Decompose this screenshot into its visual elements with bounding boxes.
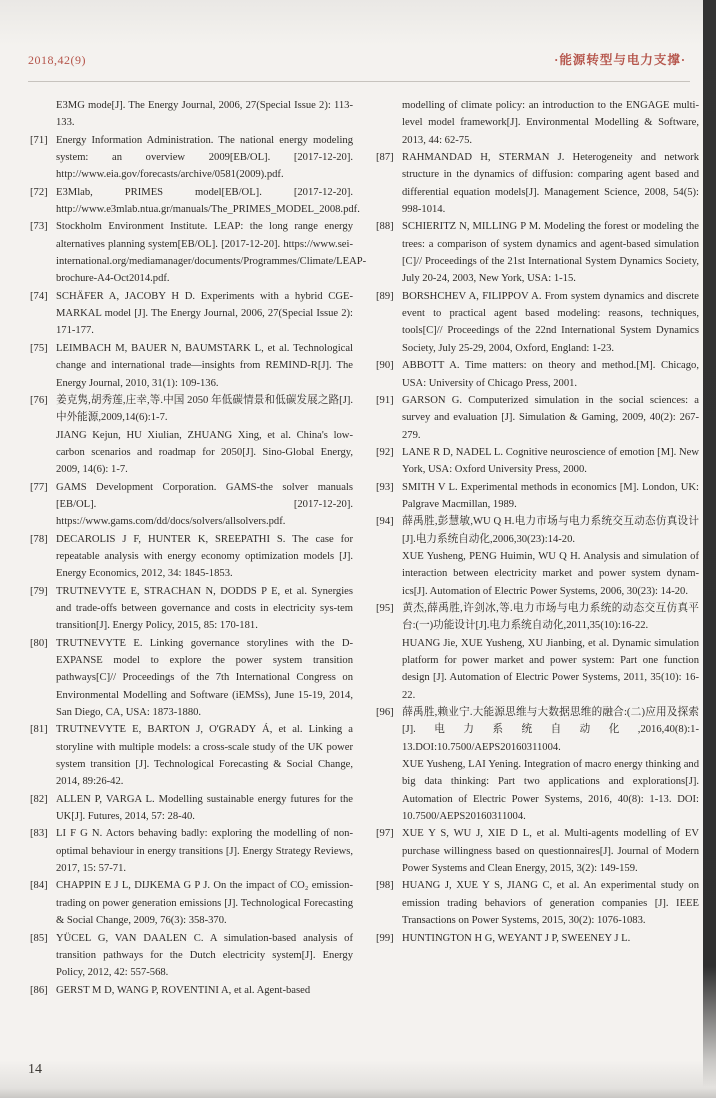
references-section [30,97,700,1057]
reference-translation: JIANG Kejun, HU Xiulian, ZHUANG Xing, et al. China's low-carbon scenarios and roadmap for 2050[J]. Sino-Global Energy, 2009, 14(6): 1-7. [56,429,353,476]
reference-entry: [79] TRUTNEVYTE E, STRACHAN N, DODDS P E, et al. Synergies and trade-offs between governance and costs in electricity sys-tem transition[J]. Energy Policy, 2015, 85: 170-181. [30,583,353,635]
reference-continuation: E3MG mode[J]. The Energy Journal, 2006, 27(Special Issue 2): 113-133. [56,100,353,129]
reference-entry: [85] YÜCEL G, VAN DAALEN C. A simulation-based analysis of transition pathways for the Dutch electricity system[J]. Energy Policy, 2012, 42: 557-568. [30,930,353,982]
reference-entry: [99] HUNTINGTON H G, WEYANT J P, SWEENEY J L. [376,930,699,947]
reference-number: [87] [376,152,394,164]
reference-entry: [72] E3Mlab, PRIMES model[EB/OL]. [2017-12-20]. http://www.e3mlab.ntua.gr/manuals/The_PRIMES_MODEL_2008.pdf. [30,184,353,219]
reference-entry: [97] XUE Y S, WU J, XIE D L, et al. Multi-agents modelling of EV purchase willingness based on questionnaires[J]. Journal of Modern Power Systems and Clean Energy, 2015, 3(2): 149-159. [376,825,699,877]
reference-number: [99] [376,932,394,944]
reference-entry: [73] Stockholm Environment Institute. LEAP: the long range energy alternatives planning system[EB/OL]. [2017-12-20]. https://www.sei-international.org/mediamanager/documents/Programmes/Climate/LEAP-brochure-A4-Oct2014.pdf. [30,218,353,287]
reference-number: [97] [376,828,394,840]
references-column-right [376,97,699,1057]
reference-entry: [78] DECAROLIS J F, HUNTER K, SREEPATHI S. The case for repeatable analysis with energy economy optimization models [J]. Energy Economics, 2012, 34: 1845-1853. [30,531,353,583]
reference-number: [82] [30,793,48,805]
reference-entry: [86] GERST M D, WANG P, ROVENTINI A, et al. Agent-based [30,982,353,999]
reference-entry: [84] CHAPPIN E J L, DIJKEMA G P J. On the impact of CO₂ emission-trading on power generation emissions [J]. Technological Forecasting & Social Change, 2009, 76(3): 358-370. [30,877,353,929]
reference-entry: [92] LANE R D, NADEL L. Cognitive neuroscience of emotion [M]. New York, USA: Oxford University Press, 2000. [376,444,699,479]
reference-number: [74] [30,290,48,302]
reference-number: [89] [376,290,394,302]
reference-entry: [93] SMITH V L. Experimental methods in economics [M]. London, UK: Palgrave Macmillan, 1989. [376,479,699,514]
reference-entry: [98] HUANG J, XUE Y S, JIANG C, et al. An experimental study on emission trading behaviors of generation companies [J]. IEEE Transactions on Power Systems, 2015, 30(2): 1076-1083. [376,877,699,929]
reference-entry: [95] 黄杰,薛禹胜,许剑冰,等.电力市场与电力系统的动态交互仿真平台:(一)功能设计[J].电力系统自动化,2011,35(10):16-22. [376,600,699,635]
reference-number: [95] [376,602,394,614]
reference-number: [84] [30,880,48,892]
reference-number: [73] [30,221,48,233]
reference-continuation: modelling of climate policy: an introduction to the ENGAGE multi-level model framework[J]. Environmental Modelling & Software, 2013, 44: 62-75. [402,100,699,146]
reference-entry: [74] SCHÄFER A, JACOBY H D. Experiments with a hybrid CGE-MARKAL model [J]. The Energy Journal, 2006, 27(Special Issue 2): 171-177. [30,288,353,340]
reference-entry: [75] LEIMBACH M, BAUER N, BAUMSTARK L, et al. Technological change and international trade—insights from REMIND-R[J]. The Energy Journal, 2010, 31(1): 109-136. [30,340,353,392]
reference-number: [85] [30,932,48,944]
reference-number: [88] [376,221,394,233]
section-title: ·能源转型与电力支撑· [554,53,686,67]
reference-entry: [96] 薛禹胜,赖业宁.大能源思维与大数据思维的融合:(二)应用及探索[J].电力系统自动化,2016,40(8):1-13.DOI:10.7500/AEPS20160311004. [376,704,699,756]
scan-edge-shadow [703,0,716,1098]
reference-translation: XUE Yusheng, PENG Huimin, WU Q H. Analysis and simulation of interaction between electricity market and power system dynam-ics[J]. Automation of Electric Power Systems, 2006, 30(23): 14-20. [402,550,699,597]
reference-entry: [88] SCHIERITZ N, MILLING P M. Modeling the forest or modeling the trees: a comparison of system dynamics and agent-based simulation [C]// Proceedings of the 21st International System Dynamics Society, July 20-24, 2003, New York, USA: 1-15. [376,218,699,287]
reference-number: [93] [376,481,394,493]
journal-issue: 2018,42(9) [28,53,86,67]
reference-number: [79] [30,585,48,597]
reference-entry: [83] LI F G N. Actors behaving badly: exploring the modelling of non-optimal behaviour in energy transitions [J]. Energy Strategy Reviews, 2017, 15: 57-71. [30,825,353,877]
reference-entry: [82] ALLEN P, VARGA L. Modelling sustainable energy futures for the UK[J]. Futures, 2014, 57: 28-40. [30,791,353,826]
page-header [28,50,686,68]
reference-entry: [87] RAHMANDAD H, STERMAN J. Heterogeneity and network structure in the dynamics of diffusion: comparing agent based and differential equation models[J]. Management Science, 2008, 54(5): 998-1014. [376,149,699,218]
reference-entry: [81] TRUTNEVYTE E, BARTON J, O'GRADY Á, et al. Linking a storyline with multiple models: a cross-scale study of the UK power system transition [J]. Technological Forecasting & Social Change, 2014, 89:26-42. [30,721,353,790]
reference-number: [91] [376,394,394,406]
header-rule [28,81,690,82]
reference-number: [76] [30,394,48,406]
reference-entry: [77] GAMS Development Corporation. GAMS-the solver manuals [EB/OL]. [2017-12-20]. https://www.gams.com/dd/docs/solvers/allsolvers.pdf. [30,479,353,531]
reference-entry: [71] Energy Information Administration. The national energy modeling system: an overview 2009[EB/OL]. [2017-12-20]. http://www.eia.gov/forecasts/archive/0581(2009).pdf. [30,132,353,184]
reference-number: [98] [376,880,394,892]
reference-number: [80] [30,637,48,649]
page-number: 14 [28,1062,42,1077]
reference-number: [90] [376,360,394,372]
reference-number: [77] [30,481,48,493]
reference-translation: XUE Yusheng, LAI Yening. Integration of macro energy thinking and big data thinking: Part two applications and explorations[J]. Automation of Electric Power Systems, 2016, 40(8): 1-13. DOI: 10.7500/AEPS20160311004. [402,759,699,823]
reference-translation: HUANG Jie, XUE Yusheng, XU Jianbing, et al. Dynamic simulation platform for power market and power system: Part one function design [J]. Automation of Electric Power Systems, 2011, 35(10): 16-22. [402,637,699,701]
reference-number: [86] [30,984,48,996]
reference-number: [92] [376,446,394,458]
reference-number: [96] [376,707,394,719]
reference-number: [78] [30,533,48,545]
reference-entry: [89] BORSHCHEV A, FILIPPOV A. From system dynamics and discrete event to practical agent based modeling: reasons, techniques, tools[C]// Proceedings of the 22nd International System Dynamics Society, July 25-29, 2004, Oxford, England: 1-23. [376,288,699,357]
reference-entry: [76] 姜克隽,胡秀莲,庄幸,等.中国 2050 年低碳情景和低碳发展之路[J].中外能源,2009,14(6):1-7. [30,392,353,427]
reference-entry: [94] 薛禹胜,彭慧敏,WU Q H.电力市场与电力系统交互动态仿真设计[J].电力系统自动化,2006,30(23):14-20. [376,513,699,548]
reference-entry: [90] ABBOTT A. Time matters: on theory and method.[M]. Chicago, USA: University of Chicago Press, 2001. [376,357,699,392]
reference-entry: [80] TRUTNEVYTE E. Linking governance storylines with the D-EXPANSE model to explore the power system transition pathways[C]// Proceedings of the 7th International Congress on Environmental Modelling and Software (iEMSs), June 15-19, 2014, San Diego, CA, USA: 1873-1880. [30,635,353,722]
reference-number: [83] [30,828,48,840]
reference-number: [94] [376,516,394,528]
references-column-left [30,97,367,1057]
reference-entry: [91] GARSON G. Computerized simulation in the social sciences: a survey and evaluation [J]. Simulation & Gaming, 2009, 40(2): 267-279. [376,392,699,444]
reference-number: [71] [30,134,48,146]
reference-number: [75] [30,342,48,354]
reference-number: [72] [30,186,48,198]
reference-number: [81] [30,724,48,736]
